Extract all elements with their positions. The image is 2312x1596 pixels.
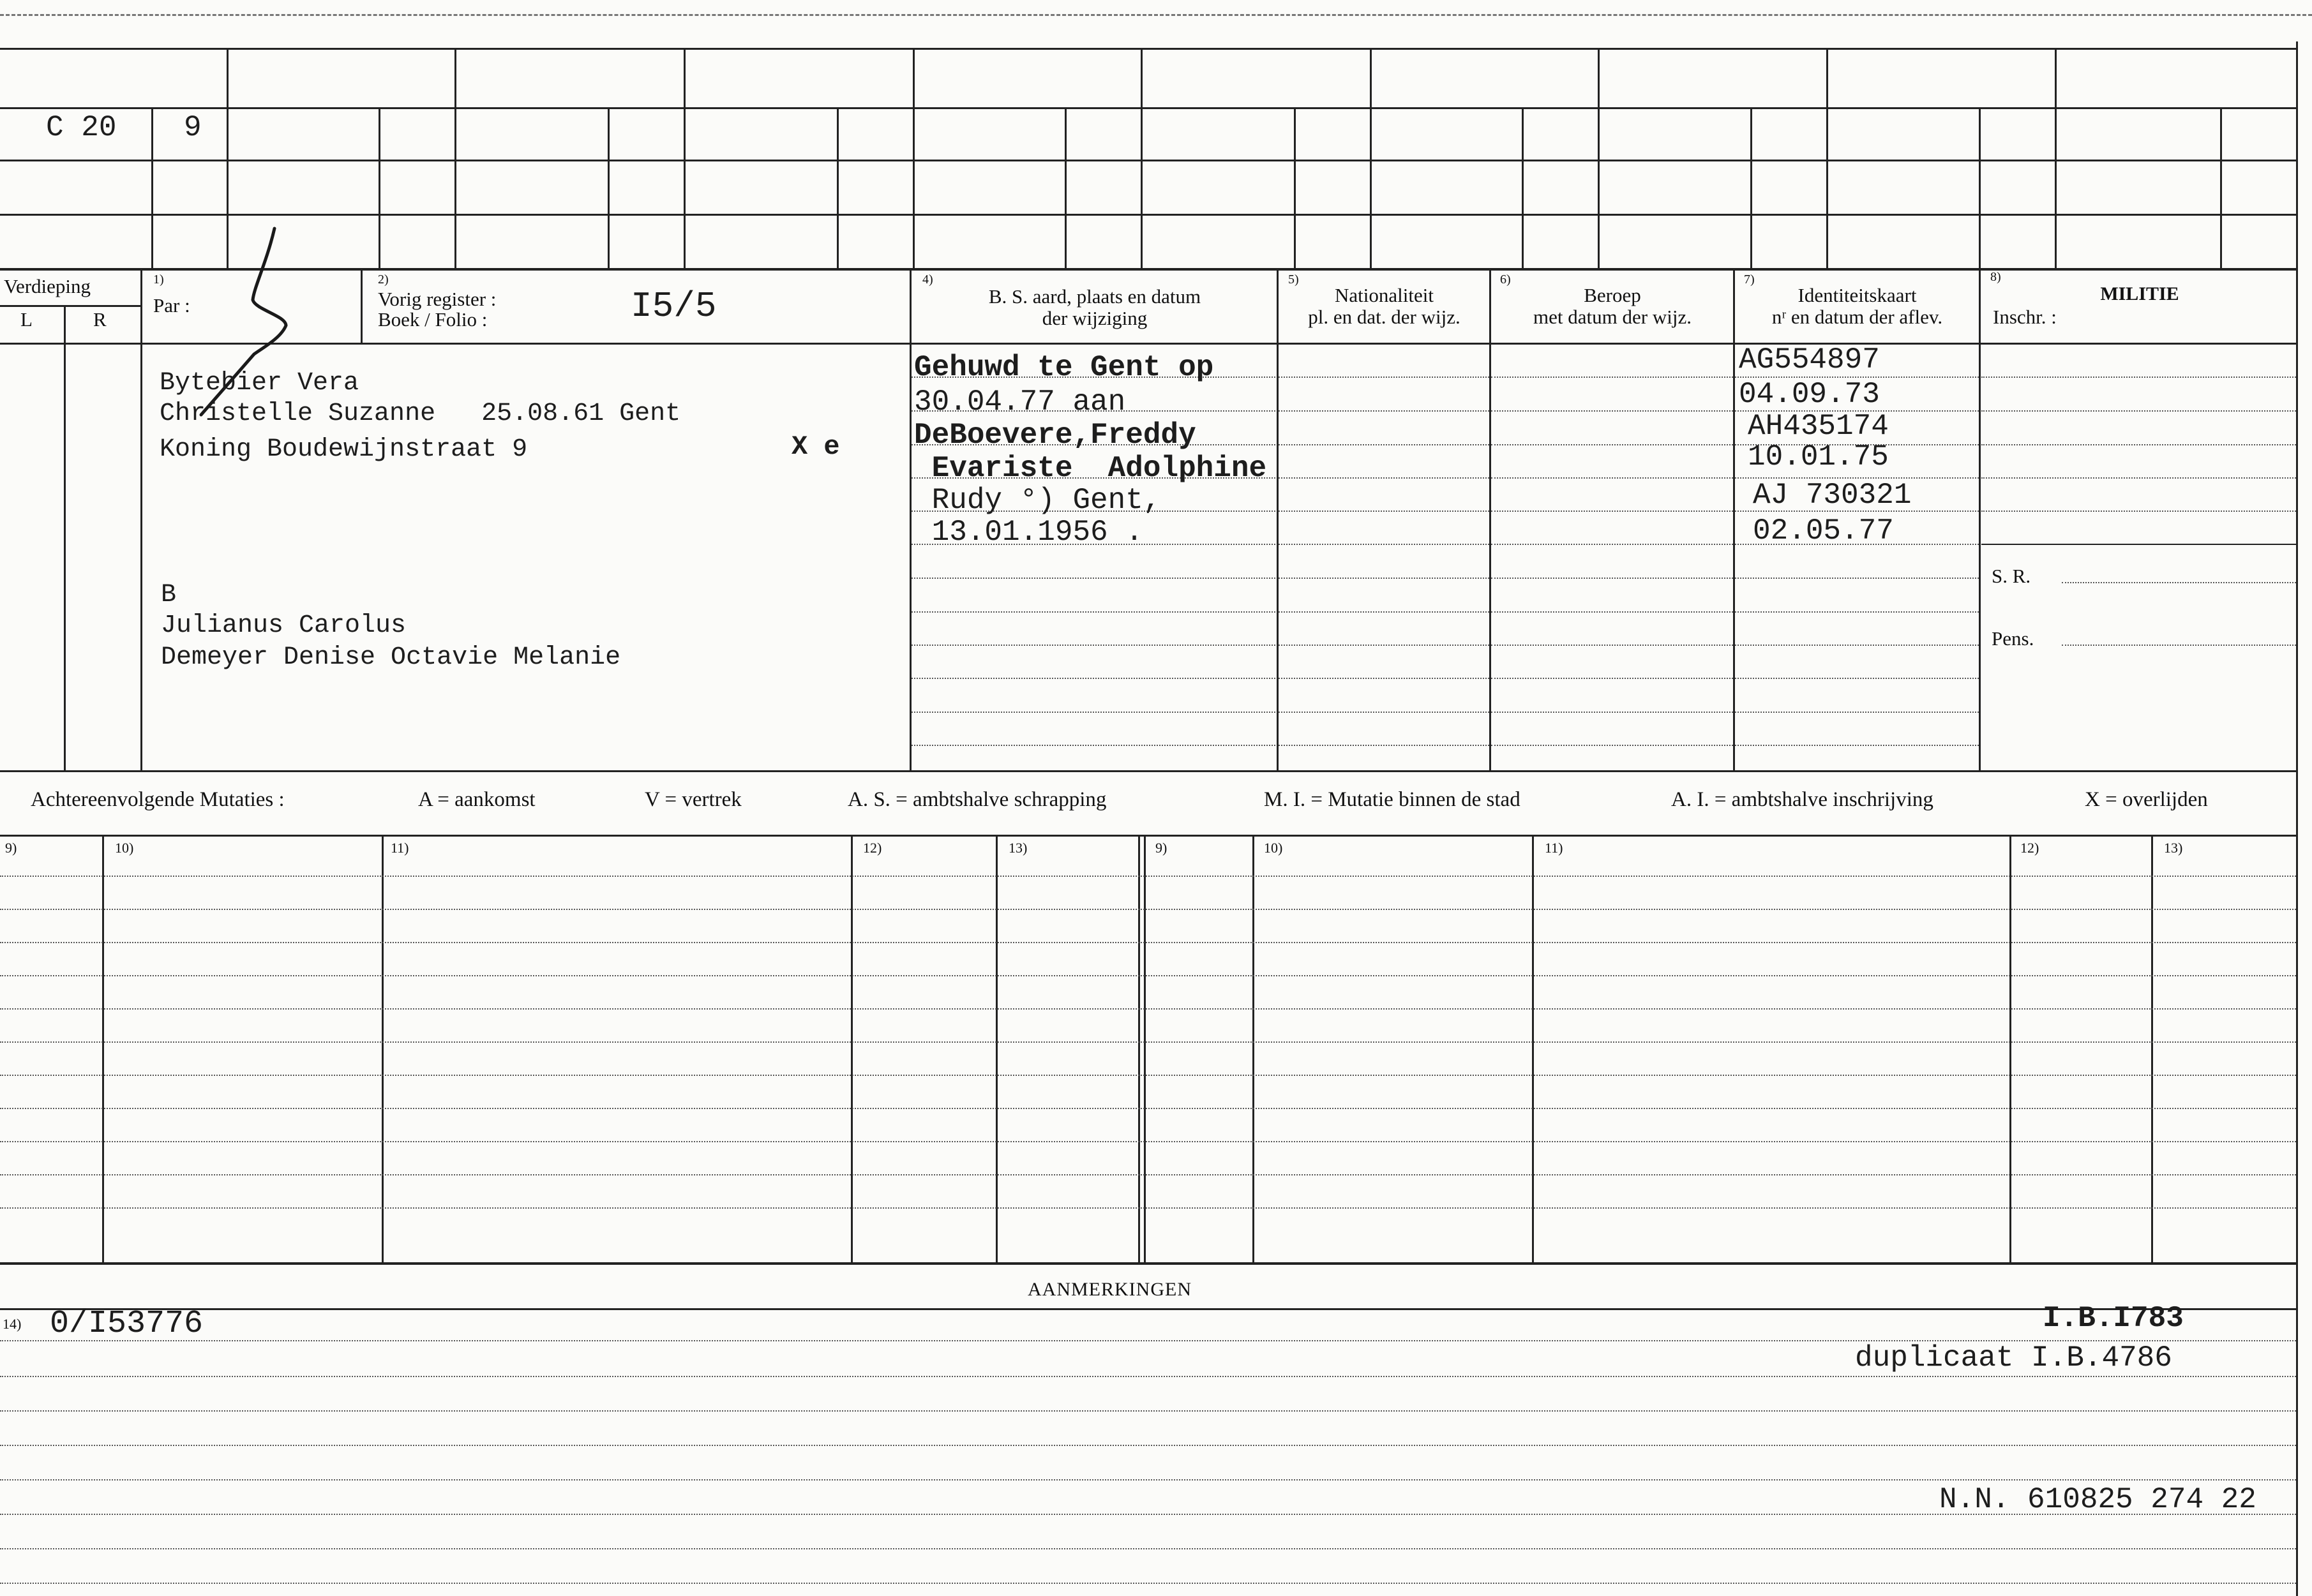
sr-label: S. R. [1992,565,2031,587]
militie-label: MILITIE [2100,283,2179,304]
mut-col-11a: 11) [391,840,409,856]
legend-mutatie: M. I. = Mutatie binnen de stad [1264,788,1520,811]
father-name: Julianus Carolus [161,611,407,640]
remarks-title: AANMERKINGEN [1028,1279,1192,1300]
col4-num: 4) [922,272,933,287]
person-address: Koning Boudewijnstraat 9 [160,435,528,464]
pens-label: Pens. [1992,627,2034,650]
col4-label2: der wijziging [1042,307,1148,329]
col2-num: 2) [378,272,389,287]
mut-col-9b: 9) [1155,840,1167,856]
person-line-b: B [161,581,177,609]
verdieping-label: Verdieping [4,275,91,297]
col7-num: 7) [1744,272,1755,287]
mut-col-9a: 9) [5,840,17,856]
remarks-nn: N.N. 610825 274 22 [1939,1483,2256,1516]
remarks-duplicate: duplicaat I.B.4786 [1855,1341,2172,1375]
col5-num: 5) [1288,272,1299,287]
col7-label1: Identiteitskaart [1798,284,1917,306]
verdieping-r: R [93,308,107,331]
mother-name: Demeyer Denise Octavie Melanie [161,643,621,672]
col5-label1: Nationaliteit [1335,284,1434,306]
civil-line-3: DeBoevere,Freddy [914,419,1196,452]
mut-col-13b: 13) [2164,840,2183,856]
id-card-date-3: 02.05.77 [1753,514,1894,548]
mutations-title: Achtereenvolgende Mutaties : [31,788,285,811]
col5-label2: pl. en dat. der wijz. [1308,306,1460,328]
inschr-label: Inschr. : [1993,306,2057,328]
grid-code-sub: 9 [184,111,202,144]
civil-line-4: Evariste Adolphine [914,452,1267,485]
id-card-date-2: 10.01.75 [1748,440,1889,474]
mut-col-12b: 12) [2020,840,2039,856]
person-name: Bytebier Vera [160,369,359,398]
id-card-3: AJ 730321 [1753,479,1912,512]
legend-overlijden: X = overlijden [2085,788,2208,811]
vorig-register-label: Vorig register : [378,288,497,310]
remarks-num: 14) [3,1316,22,1332]
boek-folio-label: Boek / Folio : [378,308,488,331]
id-card-date-1: 04.09.73 [1739,378,1880,411]
legend-schrapping: A. S. = ambtshalve schrapping [848,788,1107,811]
person-first-names: Christelle Suzanne 25.08.61 Gent [160,399,681,428]
id-card-2: AH435174 [1748,410,1889,443]
legend-aankomst: A = aankomst [418,788,536,811]
col8-num: 8) [1990,270,2001,284]
remarks-number: 0/I53776 [50,1306,204,1342]
boek-folio-value: I5/5 [631,286,717,327]
mut-col-11b: 11) [1545,840,1563,856]
person-mark: X e [792,431,840,462]
civil-line-5: Rudy °) Gent, [914,484,1161,517]
top-edge [0,14,2312,16]
col6-label2: met datum der wijz. [1533,306,1692,328]
par-label: Par : [153,294,190,317]
civil-line-6: 13.01.1956 . [914,516,1143,549]
civil-line-1: Gehuwd te Gent op [914,351,1214,384]
mut-col-10b: 10) [1264,840,1283,856]
verdieping-l: L [20,308,33,331]
civil-line-2: 30.04.77 aan [914,385,1126,419]
mut-col-13a: 13) [1009,840,1028,856]
col1-num: 1) [153,272,164,287]
remarks-ib: I.B.I783 [2043,1302,2184,1335]
grid-code: C 20 [46,111,117,144]
mut-col-12a: 12) [863,840,882,856]
col6-label1: Beroep [1584,284,1641,306]
col7-label2: nʳ en datum der aflev. [1771,306,1943,328]
legend-vertrek: V = vertrek [645,788,742,811]
mut-col-10a: 10) [115,840,134,856]
legend-inschrijving: A. I. = ambtshalve inschrijving [1671,788,1933,811]
col6-num: 6) [1500,272,1511,287]
col4-label1: B. S. aard, plaats en datum [988,285,1201,308]
id-card-1: AG554897 [1739,343,1880,377]
